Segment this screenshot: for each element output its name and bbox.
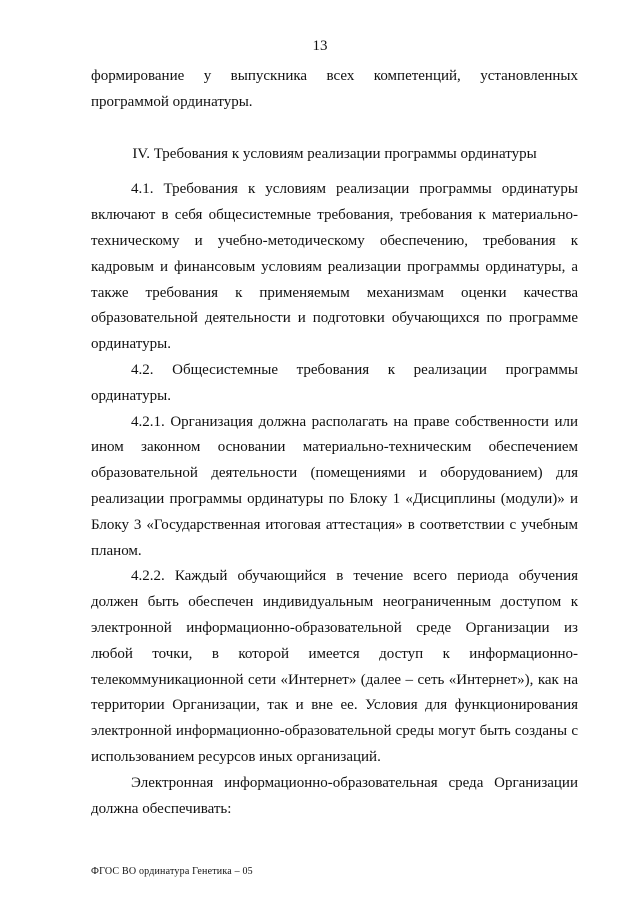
page-number: 13	[312, 38, 328, 54]
paragraph-4-2-1: 4.2.1. Организация должна располагать на праве собственности или ином законном основании материально-техническим обеспечением образовательной деятельности (помещениями и оборудованием) для реализации программы ординатуры по Блоку 1 «Дисциплины (модули)» и Блоку 3 «Государственная итоговая аттестация» в соответствии с учебным планом.	[91, 413, 578, 559]
paragraph-eios: Электронная информационно-образовательная среда Организации должна обеспечивать:	[91, 774, 578, 817]
document-footer: ФГОС ВО ординатура Генетика – 05	[91, 866, 253, 877]
paragraph-continuation: формирование у выпускника всех компетенций, установленных программой ординатуры.	[91, 68, 578, 110]
document-body	[91, 64, 578, 822]
section-title: IV. Требования к условиям реализации программы ординатуры	[132, 145, 537, 162]
paragraph-4-1: 4.1. Требования к условиям реализации программы ординатуры включают в себя общесистемные требования, требования к материально-техническому и учебно-методическому обеспечению, требования к кадровым и финансовым условиям реализации программы ординатуры, а также требования к применяемым механизмам оценки качества образовательной деятельности и подготовки обучающихся по программе ординатуры.	[91, 181, 578, 353]
paragraph-4-2-2: 4.2.2. Каждый обучающийся в течение всего периода обучения должен быть обеспечен индивидуальным неограниченным доступом к электронной информационно-образовательной среде Организации из любой точки, в которой имеется доступ к информационно-телекоммуникационной сети «Интернет» (далее – сеть «Интернет»), как на территории Организации, так и вне ее. Условия для функционирования электронной информационно-образовательной среды могут быть созданы с использованием ресурсов иных организаций.	[91, 568, 578, 765]
paragraph-4-2: 4.2. Общесистемные требования к реализации программы ординатуры.	[91, 361, 578, 404]
